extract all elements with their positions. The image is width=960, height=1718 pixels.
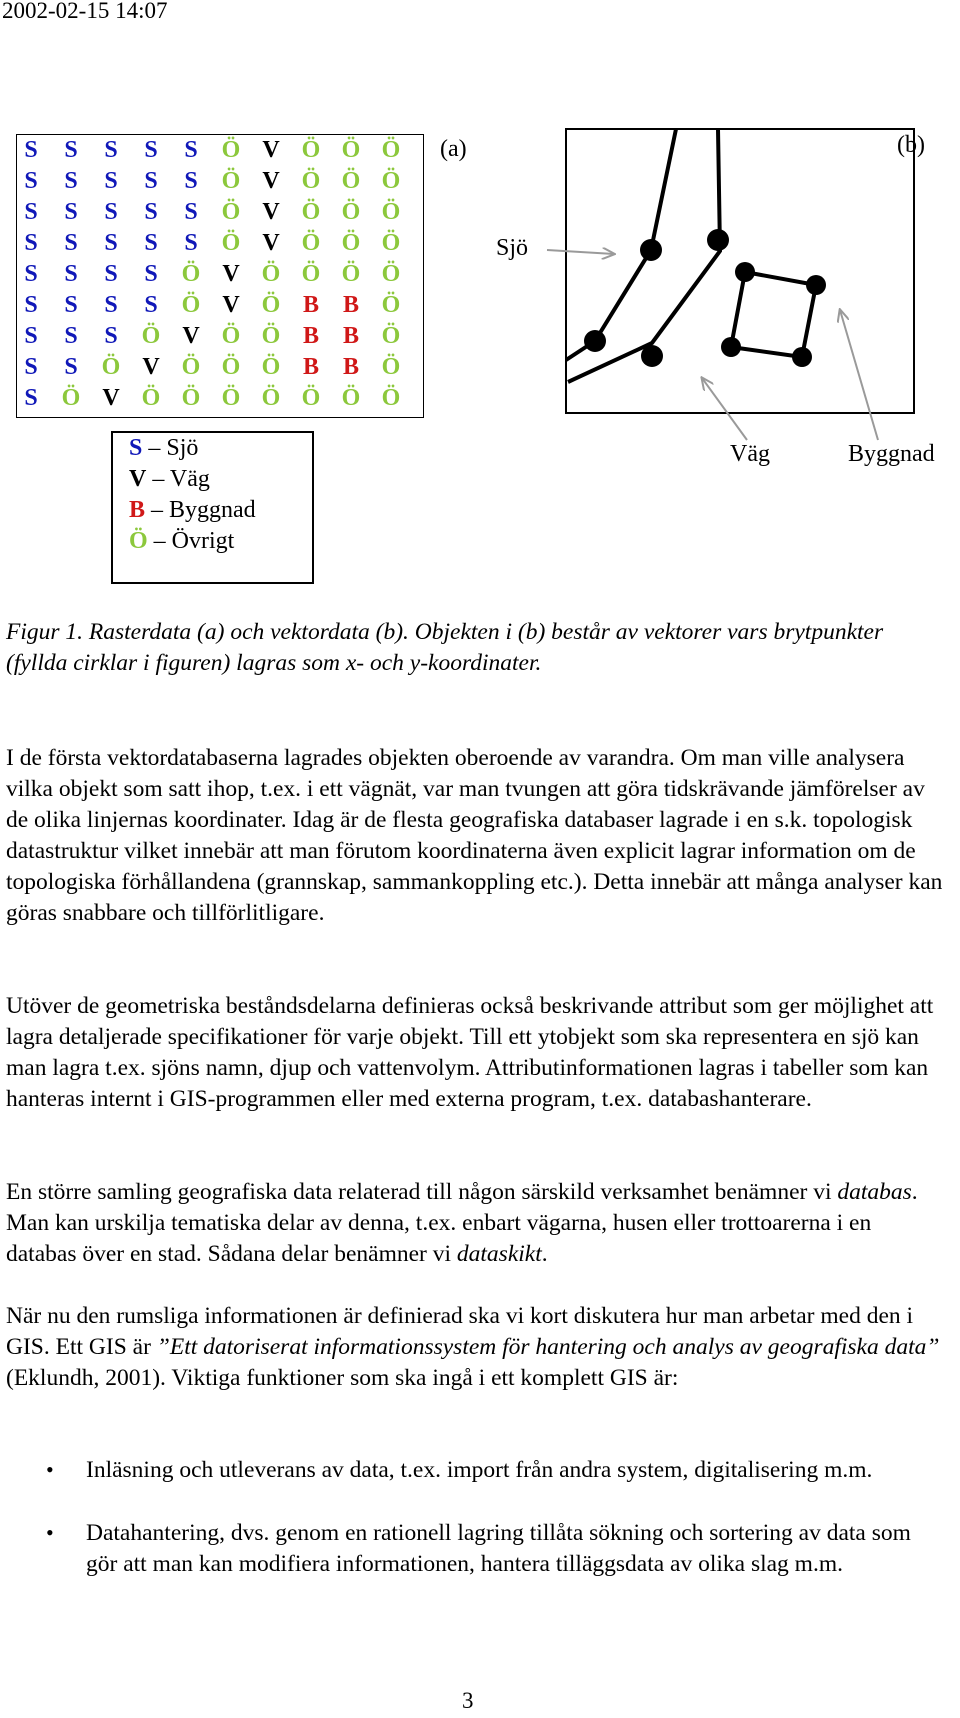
raster-cell: Ö [381, 137, 401, 163]
raster-cell: V [262, 199, 280, 225]
raster-cell: S [24, 137, 38, 163]
figure-label-a: (a) [440, 136, 467, 162]
legend-dash: – [152, 466, 165, 492]
legend-dash: – [151, 497, 164, 523]
term-dataskikt: dataskikt [456, 1241, 542, 1267]
raster-cell: Ö [341, 385, 361, 411]
legend-code: V [129, 466, 147, 492]
legend-item-ovrigt [129, 528, 234, 555]
raster-cell: S [144, 292, 158, 318]
raster-cell: Ö [381, 354, 401, 380]
legend-code: B [129, 497, 146, 523]
paragraph-3-text: En större samling geografiska data relaterad till någon särskild verksamhet benämner vi [6, 1179, 838, 1205]
legend-label: Övrigt [171, 528, 235, 554]
raster-cell: S [104, 230, 118, 256]
raster-cell: Ö [221, 230, 241, 256]
raster-cell: Ö [221, 354, 241, 380]
raster-cell: S [24, 261, 38, 287]
raster-cell: Ö [341, 199, 361, 225]
paragraph-2: Utöver de geometriska beståndsdelarna definieras också beskrivande attribut som ger möjlighet att lagra detaljerade specifikationer för varje objekt. Till ett ytobjekt som ska representera en sjö kan man lagra t.ex. sjöns namn, djup och vattenvolym. Attributinformationen lagras i tabeller som kan hanteras internt i GIS-programmen eller med externa program, t.ex. databashanterare. [6, 993, 934, 1112]
raster-cell: B [302, 354, 319, 380]
raster-cell: Ö [261, 323, 281, 349]
raster-cell: B [342, 323, 359, 349]
raster-cell: S [144, 137, 158, 163]
raster-cell: S [104, 199, 118, 225]
vertex-dot [735, 262, 755, 282]
raster-cell: S [104, 137, 118, 163]
raster-cell: S [64, 354, 78, 380]
paragraph-4-text: (Eklundh, 2001). Viktiga funktioner som ska ingå i ett komplett GIS är: [6, 1365, 679, 1391]
raster-cell: Ö [261, 354, 281, 380]
raster-cell: S [184, 199, 198, 225]
legend-label: Sjö [166, 435, 199, 461]
raster-cell: S [64, 230, 78, 256]
road-arrow [702, 378, 747, 440]
gis-definition-quote: ”Ett datoriserat informationssystem för hantering och analys av geografiska data” [156, 1334, 940, 1360]
vertex-dot [707, 229, 729, 251]
vertex-dot [806, 275, 826, 295]
legend-label: Väg [169, 466, 210, 492]
legend-code: Ö [129, 528, 148, 554]
raster-cell: Ö [261, 292, 281, 318]
legend-code: S [129, 435, 143, 461]
raster-cell: Ö [181, 354, 201, 380]
page-number: 3 [462, 1688, 474, 1713]
raster-cell: B [342, 292, 359, 318]
raster-cell: Ö [61, 385, 81, 411]
vertex-dot [792, 347, 812, 367]
raster-cell: Ö [381, 199, 401, 225]
figure-caption: Figur 1. Rasterdata (a) och vektordata (b). Objekten i (b) består av vektorer vars brytpunkter (fyllda cirklar i figuren) lagras som x- och y-koordinater. [6, 619, 884, 676]
raster-cell: Ö [181, 385, 201, 411]
vector-figure [0, 0, 960, 470]
raster-cell: Ö [381, 292, 401, 318]
raster-cell: Ö [381, 261, 401, 287]
raster-cell: B [302, 292, 319, 318]
lake-label: Sjö [496, 235, 529, 261]
raster-cell: S [24, 385, 38, 411]
raster-cell: S [24, 199, 38, 225]
raster-cell: S [64, 199, 78, 225]
raster-cell: Ö [301, 199, 321, 225]
raster-cell: Ö [221, 168, 241, 194]
paragraph-3-text: . [541, 1241, 548, 1267]
raster-cell: S [104, 292, 118, 318]
raster-cell: V [222, 292, 240, 318]
raster-cell: V [102, 385, 120, 411]
raster-cell: B [342, 354, 359, 380]
raster-cell: S [184, 168, 198, 194]
bullet-symbol: • [46, 1457, 54, 1482]
raster-cell: Ö [381, 230, 401, 256]
raster-cell: V [262, 137, 280, 163]
vertex-dot [721, 337, 741, 357]
raster-cell: Ö [341, 168, 361, 194]
raster-cell: V [182, 323, 200, 349]
paragraph-3 [6, 1177, 946, 1270]
figure-label-b: (b) [897, 132, 925, 158]
raster-cell: Ö [381, 168, 401, 194]
raster-cell: V [142, 354, 160, 380]
legend-item-byggnad [129, 497, 256, 524]
paragraph-3-text: . Man kan urskilja tematiska delar av denna, t.ex. enbart vägarna, husen eller trottoarerna i en databas över en stad. Sådana delar benämner vi [6, 1179, 918, 1267]
raster-cell: S [24, 354, 38, 380]
raster-cell: S [144, 261, 158, 287]
timestamp: 2002-02-15 14:07 [2, 0, 168, 23]
raster-cell: S [184, 230, 198, 256]
term-databas: databas [837, 1179, 912, 1205]
raster-cell: S [144, 199, 158, 225]
raster-cell: V [222, 261, 240, 287]
paragraph-4 [6, 1301, 946, 1394]
raster-cell: S [64, 168, 78, 194]
raster-cell: Ö [301, 230, 321, 256]
raster-cell: Ö [341, 230, 361, 256]
raster-cell: Ö [101, 354, 121, 380]
raster-cell: S [144, 230, 158, 256]
vertex-dot [641, 345, 663, 367]
legend-item-vag [129, 466, 210, 493]
raster-cell: S [64, 261, 78, 287]
lake-arrow [547, 250, 614, 254]
paragraph-4-text: När nu den rumsliga informationen är definierad ska vi kort diskutera hur man arbetar med den i GIS. Ett GIS är [6, 1303, 914, 1360]
raster-cell: Ö [221, 323, 241, 349]
raster-cell: S [64, 137, 78, 163]
raster-cell: Ö [141, 385, 161, 411]
paragraph-1: I de första vektordatabaserna lagrades objekten oberoende av varandra. Om man ville analysera vilka objekt som satt ihop, t.ex. i ett vägnät, var man tvungen att göra tidskrävande jämförelser av de olika linjernas koordinater. Idag är de flesta geografiska databaser lagrade i en s.k. topologisk datastruktur vilket innebär att man förutom koordinaterna även explicit lagrar information om de topologiska förhållandena (grannskap, sammankoppling etc.). Detta innebär att många analyser kan göras snabbare och tillförlitligare. [6, 745, 943, 926]
building-arrow [840, 310, 878, 440]
raster-cell: Ö [261, 385, 281, 411]
raster-cell: S [104, 261, 118, 287]
raster-cell: V [262, 230, 280, 256]
raster-cell: V [262, 168, 280, 194]
raster-cell: S [24, 230, 38, 256]
raster-cell: Ö [221, 137, 241, 163]
raster-cell: S [24, 168, 38, 194]
vertex-dot [584, 330, 606, 352]
raster-cell: Ö [181, 261, 201, 287]
raster-cell: S [184, 137, 198, 163]
raster-cell: S [144, 168, 158, 194]
vertex-dot [640, 239, 662, 261]
raster-cell: Ö [301, 137, 321, 163]
raster-cell: Ö [301, 261, 321, 287]
raster-cell: Ö [341, 137, 361, 163]
legend-label: Byggnad [169, 497, 256, 523]
raster-cell: S [104, 168, 118, 194]
raster-cell: Ö [141, 323, 161, 349]
bullet-symbol: • [46, 1520, 54, 1545]
building-label: Byggnad [848, 441, 935, 467]
raster-cell: S [64, 292, 78, 318]
raster-cell: Ö [301, 385, 321, 411]
raster-cell: Ö [341, 261, 361, 287]
raster-cell: S [24, 323, 38, 349]
raster-cell: S [64, 323, 78, 349]
raster-cell: Ö [221, 385, 241, 411]
bullet-item: Datahantering, dvs. genom en rationell lagring tillåta sökning och sortering av data som gör att man kan modifiera informationen, hantera tilläggsdata av olika slag m.m. [86, 1520, 911, 1577]
legend-dash: – [153, 528, 166, 554]
raster-cell: S [24, 292, 38, 318]
raster-cell: Ö [261, 261, 281, 287]
raster-cell: S [104, 323, 118, 349]
building-outline [731, 272, 816, 357]
raster-cell: Ö [181, 292, 201, 318]
raster-cell: Ö [381, 323, 401, 349]
raster-cell: B [302, 323, 319, 349]
legend-dash: – [148, 435, 161, 461]
road-label: Väg [730, 441, 770, 467]
raster-cell: Ö [381, 385, 401, 411]
raster-cell: Ö [301, 168, 321, 194]
raster-cell: Ö [221, 199, 241, 225]
bullet-item: Inläsning och utleverans av data, t.ex. import från andra system, digitalisering m.m. [86, 1457, 873, 1483]
